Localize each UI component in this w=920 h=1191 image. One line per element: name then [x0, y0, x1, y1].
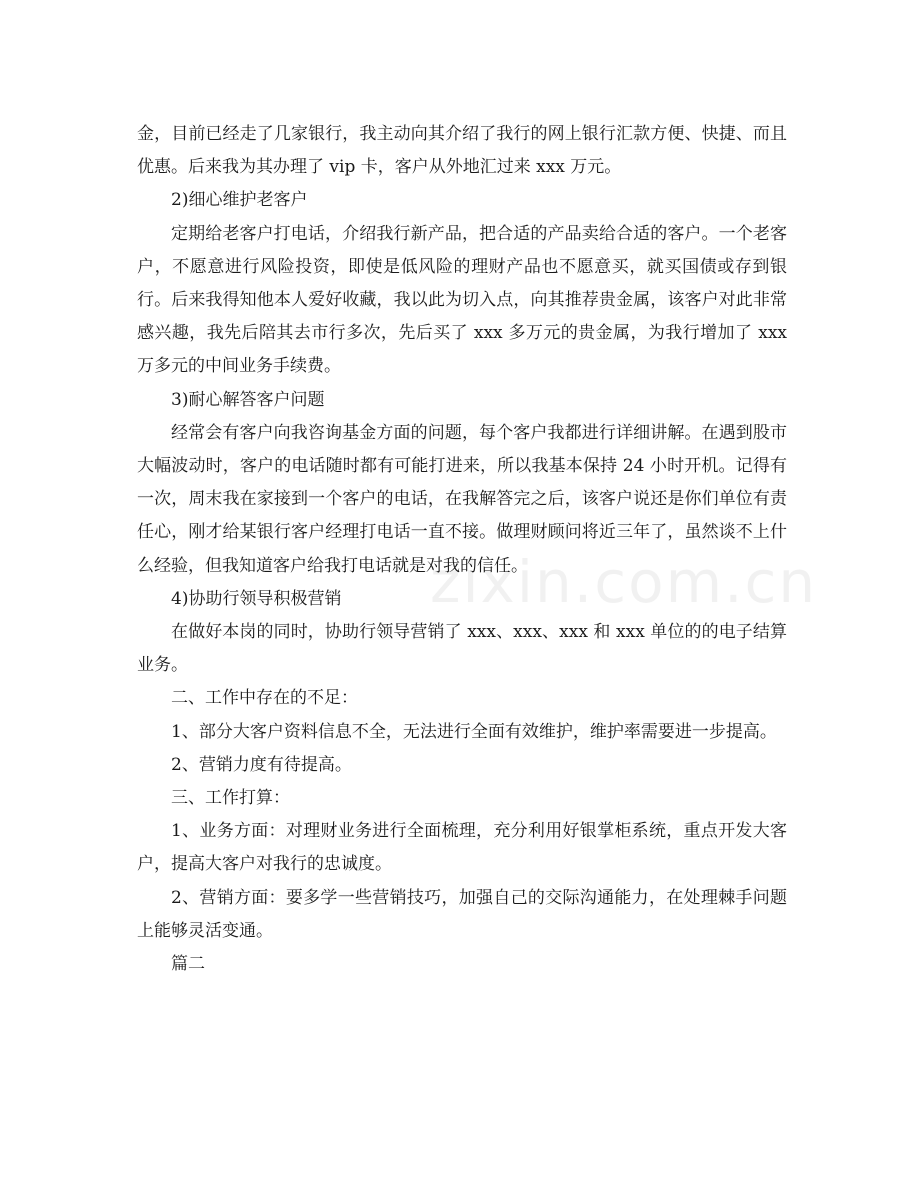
section-heading-plans: 三、工作打算： — [171, 788, 290, 809]
document-body — [137, 118, 787, 981]
subheading-assist-marketing: 4)协助行领导积极营销 — [171, 588, 342, 609]
section-heading-part-two: 篇二 — [171, 954, 205, 975]
list-item-shortcoming-2: 2、营销力度有待提高。 — [171, 754, 352, 775]
section-heading-shortcomings: 二、工作中存在的不足： — [171, 688, 358, 709]
list-item-shortcoming-1: 1、部分大客户资料信息不全，无法进行全面有效维护，维护率需要进一步提高。 — [171, 721, 777, 742]
list-item-plan-2: 2、营销方面：要多学一些营销技巧，加强自己的交际沟通能力，在处理棘手问题上能够灵活变通。 — [137, 887, 787, 941]
paragraph-answer-questions: 经常会有客户向我咨询基金方面的问题，每个客户我都进行详细讲解。在遇到股市大幅波动时，客户的电话随时都有可能打进来，所以我基本保持 24 小时开机。记得有一次，周末我在家接到一个客户的电话，在我解答完之后，该客户说还是你们单位有责任心，刚才给某银行客户经理打电话一直不接。做理财顾问将近三年了，虽然谈不上什么经验，但我知道客户给我打电话就是对我的信任。 — [137, 422, 787, 576]
subheading-maintain-old-clients: 2)细心维护老客户 — [171, 190, 308, 211]
watermark-text: zixin.com.cn — [430, 548, 818, 616]
list-item-plan-1: 1、业务方面：对理财业务进行全面梳理，充分利用好银掌柜系统，重点开发大客户，提高大客户对我行的忠诚度。 — [137, 821, 787, 875]
paragraph-old-clients: 定期给老客户打电话，介绍我行新产品，把合适的产品卖给合适的客户。一个老客户，不愿意进行风险投资，即使是低风险的理财产品也不愿意买，就买国债或存到银行。后来我得知他本人爱好收藏，我以此为切入点，向其推荐贵金属，该客户对此非常感兴趣，我先后陪其去市行多次，先后买了 xxx 多万元的贵金属，为我行增加了 xxx 万多元的中间业务手续费。 — [137, 223, 787, 377]
paragraph-continuation: 金，目前已经走了几家银行，我主动向其介绍了我行的网上银行汇款方便、快捷、而且优惠。后来我为其办理了 vip 卡，客户从外地汇过来 xxx 万元。 — [137, 124, 787, 178]
subheading-answer-questions: 3)耐心解答客户问题 — [171, 389, 325, 410]
paragraph-assist-marketing: 在做好本岗的同时，协助行领导营销了 xxx、xxx、xxx 和 xxx 单位的的电子结算业务。 — [137, 622, 787, 676]
